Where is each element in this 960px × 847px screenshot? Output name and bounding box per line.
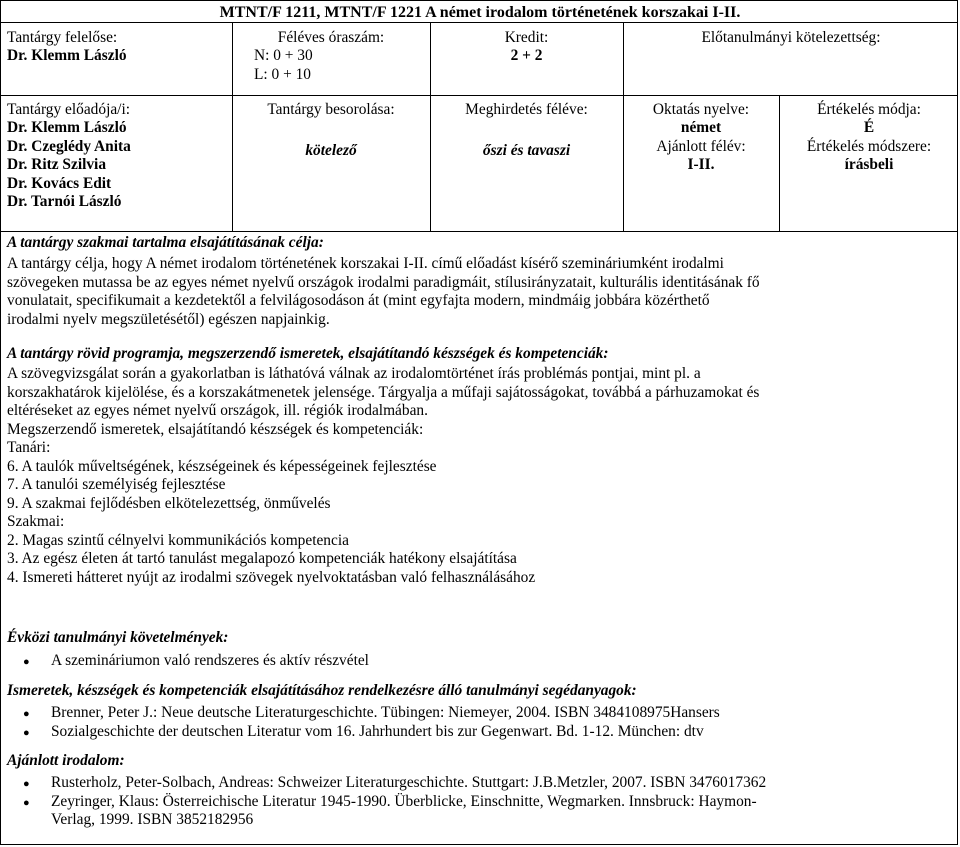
grid-line bbox=[1, 22, 957, 23]
program-line: eltéréseket az egyes német nyelvű országok, ill. régiók irodalmában. bbox=[7, 402, 428, 420]
meghirdetes-value: őszi és tavaszi bbox=[482, 142, 571, 160]
eloado-label: Tantárgy előadója/i: bbox=[7, 101, 131, 118]
cel-line: A tantárgy célja, hogy A német irodalom történetének korszakai I-II. című előadást kísérő szemináriumként irodalmi bbox=[7, 255, 724, 273]
segedanyagok-section bbox=[7, 682, 951, 741]
kovetelmenyek-heading: Évközi tanulmányi követelmények: bbox=[7, 629, 229, 646]
list-item: ● Rusterholz, Peter-Solbach, Andreas: Schweizer Literaturgeschichte. Stuttgart: J.B.Metzler, 2007. ISBN 3476017362 bbox=[7, 774, 951, 792]
program-line: Megszerzendő ismeretek, elsajátítandó készségek és kompetenciák: bbox=[7, 420, 424, 438]
eloado-name: Dr. Kovács Edit bbox=[7, 174, 112, 192]
kredit-cell bbox=[430, 29, 623, 66]
program-line: 9. A szakmai fejlődésben elkötelezettség, önművelés bbox=[7, 494, 331, 512]
eloado-name: Dr. Ritz Szilvia bbox=[7, 156, 107, 174]
besorolas-cell bbox=[232, 101, 430, 161]
meghirdetes-cell bbox=[430, 101, 623, 161]
eloado-name: Dr. Klemm László bbox=[7, 119, 127, 137]
ertekeles-modszere-label: Értékelés módszere: bbox=[806, 137, 932, 155]
program-line: A szövegvizsgálat során a gyakorlatban is láthatóvá válnak az irodalomtörténet írás problémás pontjai, mint pl. a bbox=[7, 365, 701, 383]
besorolas-label: Tantárgy besorolása: bbox=[267, 101, 395, 118]
ertekeles-modja-value: É bbox=[863, 119, 875, 137]
grid-line bbox=[232, 95, 958, 96]
ajanlott-irodalom-list bbox=[7, 774, 951, 829]
program-line: korszakhatárok kijelölése, és a korszakátmenetek jelensége. Tárgyalja a műfaji sajátosságokat, továbbá a párhuzamokat és bbox=[7, 383, 760, 401]
cel-line: irodalmi nyelv megszületésétől) egészen napjainkig. bbox=[7, 310, 330, 328]
segedanyagok-heading: Ismeretek, készségek és kompetenciák elsajátításához rendelkezésre álló tanulmányi segédanyagok: bbox=[7, 682, 637, 699]
ertekeles-modszere-value: írásbeli bbox=[844, 156, 894, 174]
kredit-label: Kredit: bbox=[504, 29, 549, 46]
list-item-line: Verlag, 1999. ISBN 3852182956 bbox=[51, 811, 254, 829]
cel-line: vonulatait, specifikumait a kezdetektől a felvilágosodáson át (mint egyfajta modern, mindmáig jobbára közérthető bbox=[7, 292, 710, 310]
program-line: Tanári: bbox=[7, 439, 51, 457]
segedanyagok-list bbox=[7, 704, 951, 741]
list-item: ● Brenner, Peter J.: Neue deutsche Literaturgeschichte. Tübingen: Niemeyer, 2004. ISBN 3484108975Hansers bbox=[7, 704, 951, 722]
nyelv-label: Oktatás nyelve: bbox=[652, 101, 750, 118]
oraszam-n: N: 0 + 30 bbox=[254, 47, 313, 65]
felelos-cell bbox=[7, 29, 229, 66]
program-line: 2. Magas szintű célnyelvi kommunikációs kompetencia bbox=[7, 531, 349, 549]
oraszam-cell bbox=[232, 29, 430, 84]
ajanlott-irodalom-heading: Ajánlott irodalom: bbox=[7, 752, 125, 769]
course-title: MTNT/F 1211, MTNT/F 1221 A német irodalom történetének korszakai I-II. bbox=[219, 4, 741, 21]
eloado-name: Dr. Tarnói László bbox=[7, 193, 122, 211]
eloado-name: Dr. Czeglédy Anita bbox=[7, 137, 131, 155]
eloado-cell bbox=[7, 101, 229, 212]
list-item bbox=[7, 793, 951, 830]
cel-line: szövegeken mutassa be az egyes német nyelvű országok irodalmi paradigmáit, stílusirányzatait, kulturális identitásának fő bbox=[7, 273, 760, 291]
program-heading: A tantárgy rövid programja, megszerzendő ismeretek, elsajátítandó készségek és kompetenciák: bbox=[7, 345, 609, 362]
ertekeles-modja-label: Értékelés módja: bbox=[817, 101, 921, 118]
program-line: 7. A tanulói személyiség fejlesztése bbox=[7, 476, 226, 494]
list-item-line: Zeyringer, Klaus: Österreichische Literatur 1945-1990. Überblicke, Einschnitte, Wegmarken. Innsbruck: Haymon- bbox=[51, 792, 757, 810]
program-section bbox=[7, 345, 951, 587]
grid-line bbox=[1, 231, 957, 232]
program-line: 6. A taulók műveltségének, készségeinek és képességeinek fejlesztése bbox=[7, 457, 437, 475]
nyelv-value: német bbox=[680, 119, 722, 137]
list-item: ● A szemináriumon való rendszeres és aktív részvétel bbox=[7, 652, 951, 670]
program-line: 3. Az egész életen át tartó tanulást megalapozó kompetenciák hatékony elsajátítása bbox=[7, 550, 517, 568]
grid-line bbox=[1, 95, 232, 96]
felelos-label: Tantárgy felelőse: bbox=[7, 29, 118, 46]
ajanlott-irodalom-section bbox=[7, 752, 951, 830]
nyelv-cell bbox=[623, 101, 779, 175]
meghirdetes-label: Meghirdetés féléve: bbox=[465, 101, 588, 118]
program-line: 4. Ismereti hátteret nyújt az irodalmi szövegek nyelvoktatásban való felhasználásához bbox=[7, 568, 536, 586]
ajanlott-label: Ajánlott félév: bbox=[656, 137, 746, 155]
program-body bbox=[7, 365, 951, 587]
elotanulmanyi-label: Előtanulmányi kötelezettség: bbox=[701, 29, 881, 46]
list-item: ● Sozialgeschichte der deutschen Literatur vom 16. Jahrhundert bis zur Gegenwart. Bd. 1-12. München: dtv bbox=[7, 723, 951, 741]
kredit-value: 2 + 2 bbox=[510, 47, 543, 65]
program-line: Szakmai: bbox=[7, 513, 65, 531]
cel-body bbox=[7, 255, 951, 329]
oraszam-l: L: 0 + 10 bbox=[254, 65, 311, 83]
cel-section bbox=[7, 234, 951, 329]
besorolas-value: kötelező bbox=[305, 142, 357, 160]
kovetelmenyek-section bbox=[7, 629, 951, 671]
cel-heading: A tantárgy szakmai tartalma elsajátításának célja: bbox=[7, 234, 324, 251]
ajanlott-value: I-II. bbox=[687, 156, 715, 174]
felelos-value: Dr. Klemm László bbox=[7, 47, 127, 65]
oraszam-label: Féléves óraszám: bbox=[277, 29, 385, 46]
elotanulmanyi-cell bbox=[623, 29, 958, 47]
ertekeles-cell bbox=[779, 101, 958, 175]
kovetelmenyek-list bbox=[7, 652, 951, 670]
